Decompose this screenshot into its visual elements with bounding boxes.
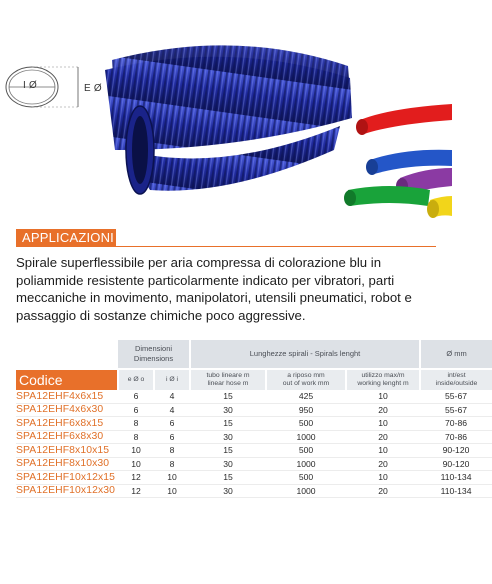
inside-outside-cell: 110-134	[420, 484, 492, 498]
usage-length-cell: 20	[346, 457, 420, 471]
product-illustration	[0, 0, 452, 228]
rest-length-cell: 425	[266, 390, 346, 403]
group-header-row	[16, 340, 492, 369]
table-row	[16, 390, 492, 403]
outer-diameter-label: E Ø	[84, 83, 102, 94]
code-column-header: Codice	[16, 369, 118, 390]
rest-length-cell: 950	[266, 403, 346, 417]
linear-length-cell: 15	[190, 444, 266, 458]
linear-length-cell: 30	[190, 403, 266, 417]
table-row	[16, 471, 492, 485]
rest-length-cell: 500	[266, 417, 346, 431]
code-cell: SPA12EHF6x8x30	[16, 430, 118, 444]
section-divider	[116, 246, 436, 247]
rest-length-cell: 1000	[266, 430, 346, 444]
linear-length-header: tubo lineare m linear hose m	[190, 369, 266, 390]
colored-tubes	[344, 104, 452, 218]
outer-diameter-cell: 8	[118, 417, 154, 431]
table-row	[16, 430, 492, 444]
inner-diameter-cell: 8	[154, 444, 190, 458]
linear-length-cell: 15	[190, 471, 266, 485]
table-row	[16, 444, 492, 458]
inside-outside-header: int/est inside/outside	[420, 369, 492, 390]
code-cell: SPA12EHF10x12x15	[16, 471, 118, 485]
rest-length-cell: 1000	[266, 457, 346, 471]
table-row	[16, 457, 492, 471]
spec-table-container	[16, 340, 478, 498]
inner-diameter-header: i Ø i	[154, 369, 190, 390]
dimensions-group-header: Dimensioni Dimensions	[118, 340, 190, 369]
inner-diameter-cell: 4	[154, 390, 190, 403]
usage-length-cell: 20	[346, 403, 420, 417]
diameter-diagram	[6, 67, 80, 107]
code-cell: SPA12EHF6x8x15	[16, 417, 118, 431]
section-title-applicazioni: APPLICAZIONI	[16, 229, 116, 247]
inner-diameter-cell: 6	[154, 430, 190, 444]
inner-diameter-label: I Ø	[23, 80, 37, 91]
diameter-group-header: Ø mm	[420, 340, 492, 369]
linear-length-cell: 30	[190, 457, 266, 471]
table-row	[16, 417, 492, 431]
lengths-group-header: Lunghezze spirali - Spirals lenght	[190, 340, 420, 369]
linear-length-cell: 15	[190, 390, 266, 403]
usage-length-cell: 10	[346, 390, 420, 403]
inside-outside-cell: 90-120	[420, 457, 492, 471]
inner-diameter-cell: 6	[154, 417, 190, 431]
inside-outside-cell: 70-86	[420, 417, 492, 431]
linear-length-cell: 30	[190, 430, 266, 444]
code-cell: SPA12EHF4x6x30	[16, 403, 118, 417]
spec-table	[16, 340, 492, 498]
outer-diameter-cell: 10	[118, 444, 154, 458]
inside-outside-cell: 55-67	[420, 403, 492, 417]
usage-length-cell: 10	[346, 444, 420, 458]
rest-length-cell: 1000	[266, 484, 346, 498]
code-cell: SPA12EHF4x6x15	[16, 390, 118, 403]
outer-diameter-cell: 6	[118, 390, 154, 403]
inside-outside-cell: 110-134	[420, 471, 492, 485]
code-cell: SPA12EHF10x12x30	[16, 484, 118, 498]
usage-length-header: utilizzo max/m working lenght m	[346, 369, 420, 390]
linear-length-cell: 30	[190, 484, 266, 498]
outer-diameter-cell: 12	[118, 471, 154, 485]
outer-diameter-cell: 8	[118, 430, 154, 444]
outer-diameter-cell: 6	[118, 403, 154, 417]
code-cell: SPA12EHF8x10x30	[16, 457, 118, 471]
code-cell: SPA12EHF8x10x15	[16, 444, 118, 458]
usage-length-cell: 20	[346, 484, 420, 498]
inner-diameter-cell: 10	[154, 484, 190, 498]
inner-diameter-cell: 8	[154, 457, 190, 471]
inside-outside-cell: 55-67	[420, 390, 492, 403]
rest-length-header: a riposo mm out of work mm	[266, 369, 346, 390]
product-description: Spirale superflessibile per aria compressa di colorazione blu in poliammide resistente particolarmente indicato per vibratori, parti meccaniche in movimento, manipolatori, utensili pneumatici, robot e passaggio di sostanze chimiche poco aggressive.	[16, 255, 412, 323]
inner-diameter-cell: 4	[154, 403, 190, 417]
table-row	[16, 484, 492, 498]
table-row	[16, 403, 492, 417]
inside-outside-cell: 70-86	[420, 430, 492, 444]
outer-diameter-header: e Ø o	[118, 369, 154, 390]
usage-length-cell: 10	[346, 471, 420, 485]
usage-length-cell: 20	[346, 430, 420, 444]
rest-length-cell: 500	[266, 444, 346, 458]
blank-header-cell	[16, 340, 118, 369]
rest-length-cell: 500	[266, 471, 346, 485]
inside-outside-cell: 90-120	[420, 444, 492, 458]
spec-table-body	[16, 390, 492, 498]
product-image-area	[0, 0, 452, 228]
outer-diameter-cell: 12	[118, 484, 154, 498]
outer-diameter-cell: 10	[118, 457, 154, 471]
spiral-hose	[105, 45, 352, 194]
linear-length-cell: 15	[190, 417, 266, 431]
usage-length-cell: 10	[346, 417, 420, 431]
sub-header-row	[16, 369, 492, 390]
inner-diameter-cell: 10	[154, 471, 190, 485]
